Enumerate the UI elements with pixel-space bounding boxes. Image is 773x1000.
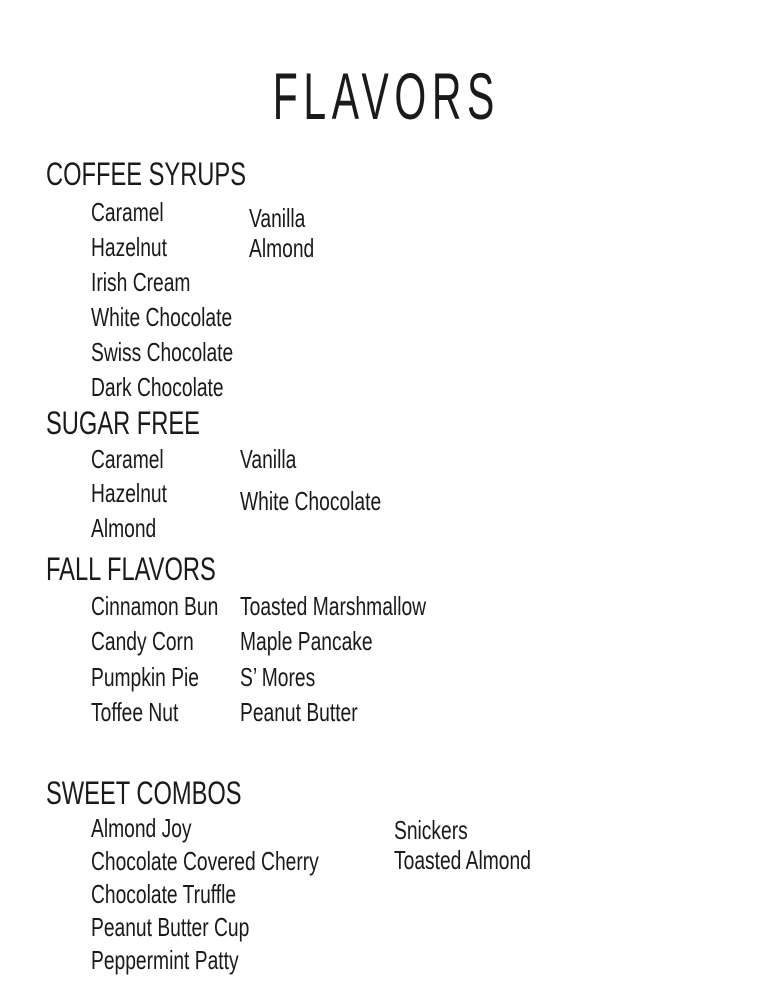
list-item: Hazelnut — [91, 232, 167, 262]
list-item: Dark Chocolate — [91, 372, 224, 402]
list-item: Maple Pancake — [240, 626, 373, 656]
list-item: Peanut Butter Cup — [91, 912, 250, 942]
list-item: Peanut Butter — [240, 697, 358, 727]
section-heading-fall-flavors: FALL FLAVORS — [46, 551, 216, 587]
list-item: Chocolate Covered Cherry — [91, 846, 319, 876]
list-item: White Chocolate — [91, 302, 233, 332]
list-item: Hazelnut — [91, 478, 167, 508]
list-item: Toffee Nut — [91, 697, 179, 727]
list-item: Almond Joy — [91, 813, 192, 843]
list-item: Candy Corn — [91, 626, 194, 656]
list-item: Vanilla — [249, 203, 306, 233]
section-heading-coffee-syrups: COFFEE SYRUPS — [46, 156, 246, 192]
list-item: Snickers — [394, 815, 468, 845]
section-heading-sweet-combos: SWEET COMBOS — [46, 775, 242, 811]
list-item: Caramel — [91, 444, 164, 474]
list-item: White Chocolate — [240, 486, 382, 516]
list-item: S’ Mores — [240, 662, 316, 692]
list-item: Chocolate Truffle — [91, 879, 237, 909]
list-item: Toasted Almond — [394, 845, 531, 875]
section-heading-sugar-free: SUGAR FREE — [46, 405, 200, 441]
list-item: Peppermint Patty — [91, 945, 239, 975]
list-item: Caramel — [91, 197, 164, 227]
list-item: Pumpkin Pie — [91, 662, 200, 692]
list-item: Vanilla — [240, 444, 297, 474]
list-item: Swiss Chocolate — [91, 337, 234, 367]
list-item: Irish Cream — [91, 267, 191, 297]
list-item: Toasted Marshmallow — [240, 591, 427, 621]
list-item: Almond — [249, 233, 315, 263]
page-title: FLAVORS — [272, 59, 500, 133]
list-item: Cinnamon Bun — [91, 591, 219, 621]
list-item: Almond — [91, 513, 157, 543]
